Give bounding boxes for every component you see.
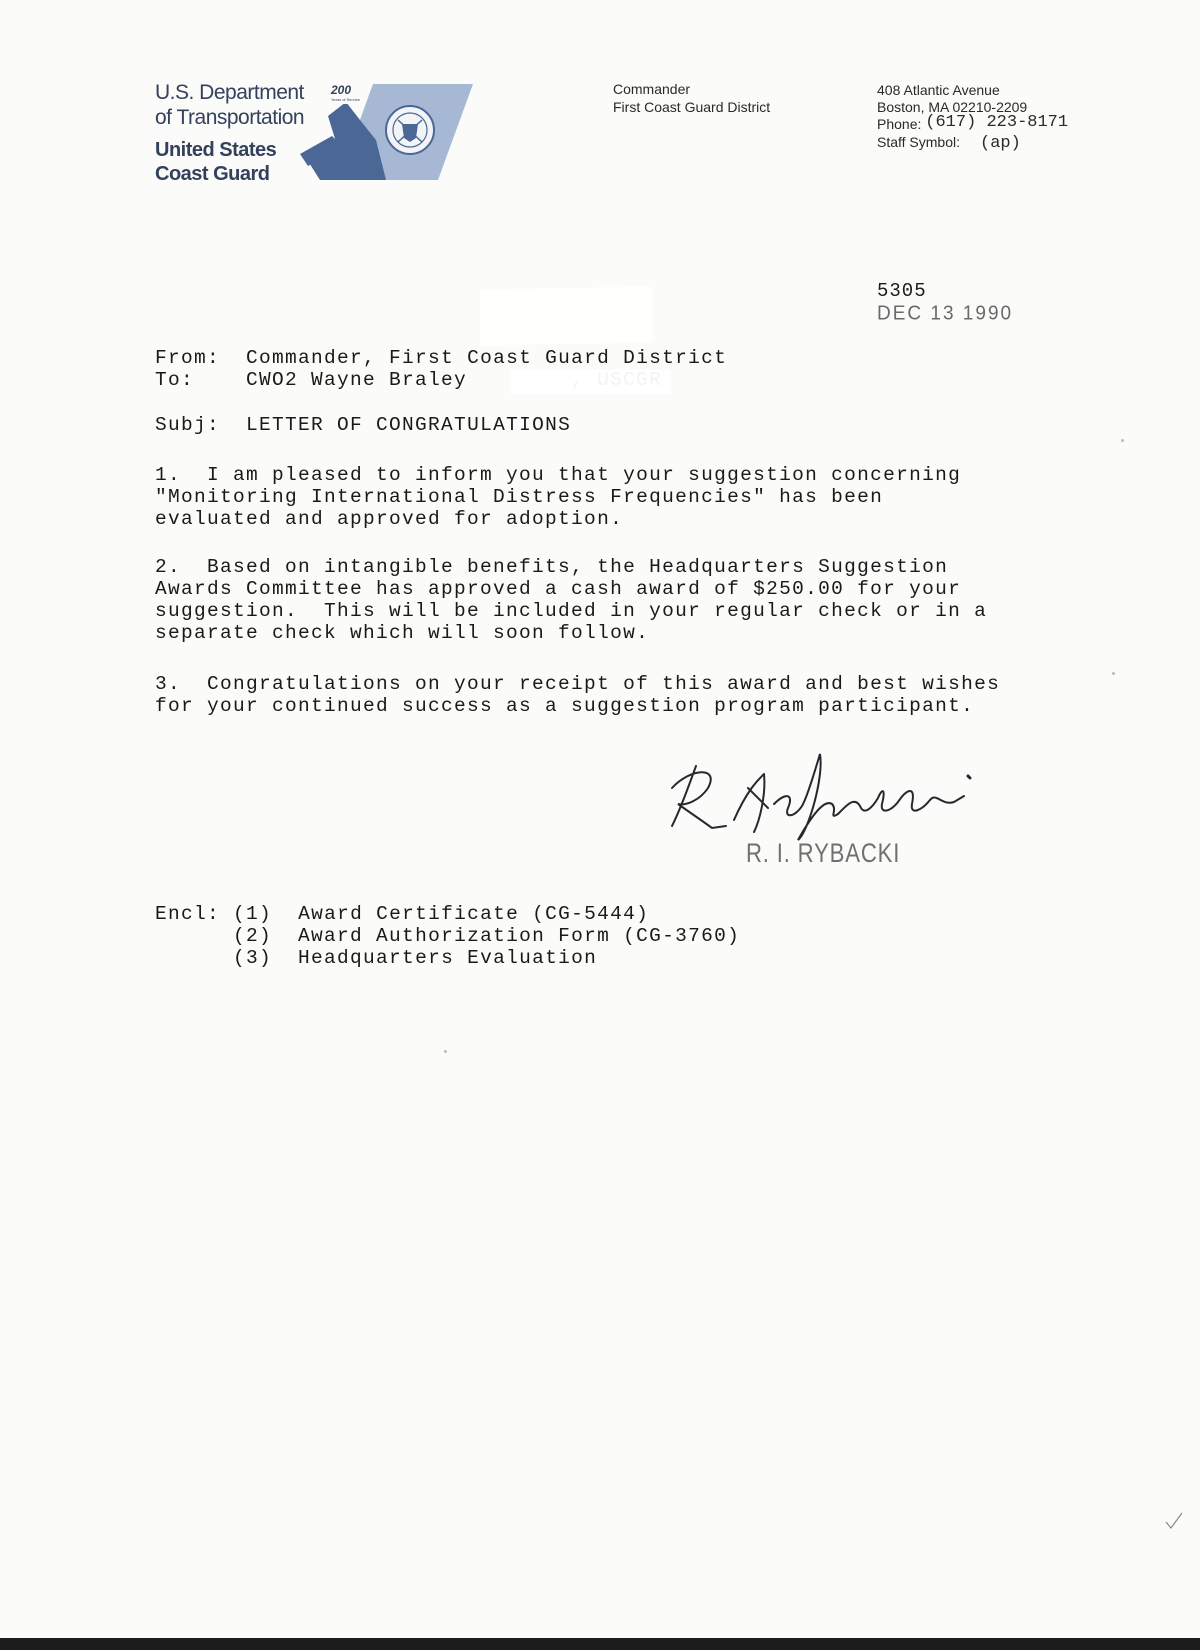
paragraph-line: 1. I am pleased to inform you that your suggestion concerning [155,464,962,486]
encl-text: Award Authorization Form (CG-3760) [298,925,741,947]
from-line [155,347,727,369]
office-line-1: Commander [613,81,691,97]
encl-text: Headquarters Evaluation [298,947,598,969]
paragraph-2 [155,556,987,644]
paragraph-line: "Monitoring International Distress Frequencies" has been [155,486,884,508]
pencil-check-mark [1163,1510,1185,1532]
signer-name-stamp: R. I. RYBACKI [746,838,901,868]
enclosure-item [155,903,740,925]
dept-line-2: of Transportation [155,106,305,129]
handwritten-signature [668,748,1008,844]
encl-text: Award Certificate (CG-5444) [298,903,650,925]
address-block [877,82,1068,152]
to-label: To: [155,369,195,391]
encl-num: (1) [233,903,273,925]
enclosure-item [155,925,740,947]
enclosure-item [155,947,740,969]
subj-value: LETTER OF CONGRATULATIONS [246,414,572,436]
paper-speck [1112,672,1115,675]
office-block [613,80,770,116]
file-code: 5305 [877,280,927,302]
subject-line [155,414,571,436]
address-line-2: Boston, MA 02210-2209 [877,99,1028,115]
subj-label: Subj: [155,414,221,436]
logo-badge-sub: Years of Service [331,97,360,102]
paragraph-line: Awards Committee has approved a cash award of $250.00 for your [155,578,962,600]
encl-num: (3) [233,947,273,969]
paragraph-line: 3. Congratulations on your receipt of this award and best wishes [155,673,1001,695]
paragraph-line: for your continued success as a suggestion program participant. [155,695,975,717]
from-label: From: [155,347,221,369]
logo-badge-200: 200 [331,83,352,97]
phone-label: Phone: [877,116,922,132]
paragraph-3 [155,673,1000,717]
paragraph-line: 2. Based on intangible benefits, the Headquarters Suggestion [155,556,949,578]
office-line-2: First Coast Guard District [613,99,771,115]
date-stamp: DEC 13 1990 [877,302,1014,325]
paragraph-line: suggestion. This will be included in your regular check or in a [155,600,988,622]
staff-symbol-value: (ap) [980,134,1021,153]
enclosures-block [155,903,740,969]
phone-row [877,113,1069,134]
redaction-patch [510,370,670,394]
staff-symbol-label: Staff Symbol: [877,134,961,150]
address-line-1: 408 Atlantic Avenue [877,82,1000,98]
agency-line-2: Coast Guard [155,163,270,185]
encl-num: (2) [233,925,273,947]
paper-speck [444,1050,447,1053]
scan-bottom-edge [0,1638,1200,1650]
department-block [155,80,304,186]
paper-speck [1121,439,1124,442]
agency-line-1: United States [155,139,277,161]
dept-line-1: U.S. Department [155,81,304,104]
tape-patch [480,287,653,346]
phone-number: (617) 223-8171 [925,113,1069,132]
encl-label: Encl: [155,903,221,925]
to-name: CWO2 Wayne Braley [246,369,468,391]
paragraph-line: separate check which will soon follow. [155,622,650,644]
from-value: Commander, First Coast Guard District [246,347,728,369]
paragraph-1 [155,464,961,530]
staff-symbol-row [877,134,1068,152]
paragraph-line: evaluated and approved for adoption. [155,508,624,530]
coast-guard-logo [298,80,473,186]
